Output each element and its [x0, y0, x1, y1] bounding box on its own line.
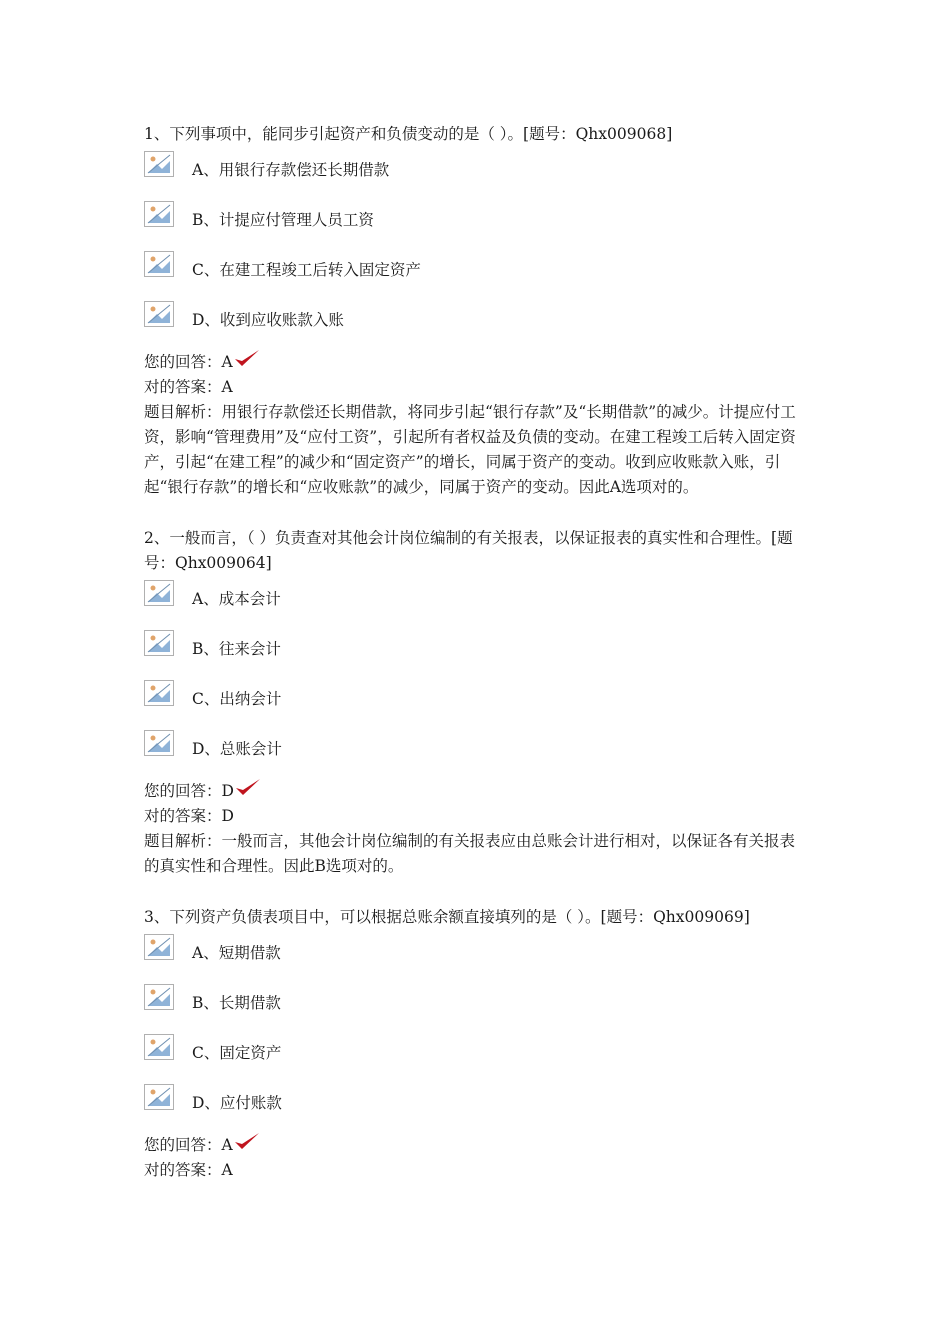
option-label: B、计提应付管理人员工资	[192, 211, 374, 229]
option-label: A、短期借款	[192, 944, 281, 962]
broken-image-icon	[144, 251, 174, 277]
checkmark-icon	[235, 778, 261, 798]
your-answer-value: A	[221, 353, 233, 371]
correct-answer-value: A	[221, 1161, 233, 1179]
option-b[interactable]	[144, 982, 804, 1032]
option-label: B、长期借款	[192, 994, 281, 1012]
question-1	[144, 122, 804, 500]
correct-answer-value: A	[221, 378, 233, 396]
broken-image-icon	[144, 1084, 174, 1110]
broken-image-icon	[144, 984, 174, 1010]
checkmark-icon	[234, 1132, 260, 1152]
option-label: D、应付账款	[192, 1094, 282, 1112]
question-2	[144, 526, 804, 879]
option-label: A、成本会计	[192, 590, 281, 608]
broken-image-icon	[144, 630, 174, 656]
broken-image-icon	[144, 730, 174, 756]
question-text: 3、下列资产负债表项目中，可以根据总账余额直接填列的是（ ）。[题号：Qhx009069]	[144, 908, 750, 926]
correct-answer: 对的答案：A	[144, 1161, 233, 1179]
option-label: D、总账会计	[192, 740, 282, 758]
broken-image-icon	[144, 301, 174, 327]
option-d[interactable]	[144, 299, 804, 349]
document-page	[144, 122, 804, 1209]
option-a[interactable]	[144, 932, 804, 982]
option-label: D、收到应收账款入账	[192, 311, 344, 329]
question-text: 1、下列事项中，能同步引起资产和负债变动的是（ ）。[题号：Qhx009068]	[144, 125, 673, 143]
your-answer-value: A	[221, 1136, 233, 1154]
option-c[interactable]	[144, 249, 804, 299]
option-d[interactable]	[144, 1082, 804, 1132]
broken-image-icon	[144, 680, 174, 706]
option-label: C、固定资产	[192, 1044, 282, 1062]
broken-image-icon	[144, 201, 174, 227]
option-b[interactable]	[144, 628, 804, 678]
correct-answer: 对的答案：A	[144, 378, 233, 396]
analysis-text: 题目解析：一般而言，其他会计岗位编制的有关报表应由总账会计进行相对，以保证各有关报表的真实性和合理性。因此B选项对的。	[144, 832, 796, 875]
option-d[interactable]	[144, 728, 804, 778]
broken-image-icon	[144, 580, 174, 606]
option-label: C、在建工程竣工后转入固定资产	[192, 261, 421, 279]
your-answer: 您的回答：A	[144, 1132, 804, 1158]
broken-image-icon	[144, 151, 174, 177]
correct-answer: 对的答案：D	[144, 807, 234, 825]
your-answer: 您的回答：D	[144, 778, 804, 804]
your-answer-value: D	[221, 782, 234, 800]
option-a[interactable]	[144, 149, 804, 199]
broken-image-icon	[144, 934, 174, 960]
option-a[interactable]	[144, 578, 804, 628]
analysis-text: 题目解析：用银行存款偿还长期借款，将同步引起“银行存款”及“长期借款”的减少。计提应付工资，影响“管理费用”及“应付工资”，引起所有者权益及负债的变动。在建工程竣工后转入固定资产，引起“在建工程”的减少和“固定资产”的增长，同属于资产的变动。收到应收账款入账，引起“银行存款”的增长和“应收账款”的减少，同属于资产的变动。因此A选项对的。	[144, 403, 796, 496]
option-label: A、用银行存款偿还长期借款	[192, 161, 390, 179]
option-b[interactable]	[144, 199, 804, 249]
correct-answer-value: D	[221, 807, 234, 825]
option-c[interactable]	[144, 678, 804, 728]
option-label: B、往来会计	[192, 640, 281, 658]
option-label: C、出纳会计	[192, 690, 282, 708]
question-3	[144, 905, 804, 1183]
option-c[interactable]	[144, 1032, 804, 1082]
your-answer: 您的回答：A	[144, 349, 804, 375]
checkmark-icon	[234, 349, 260, 369]
question-text: 2、一般而言，（ ）负责查对其他会计岗位编制的有关报表，以保证报表的真实性和合理性。[题号：Qhx009064]	[144, 529, 793, 572]
broken-image-icon	[144, 1034, 174, 1060]
